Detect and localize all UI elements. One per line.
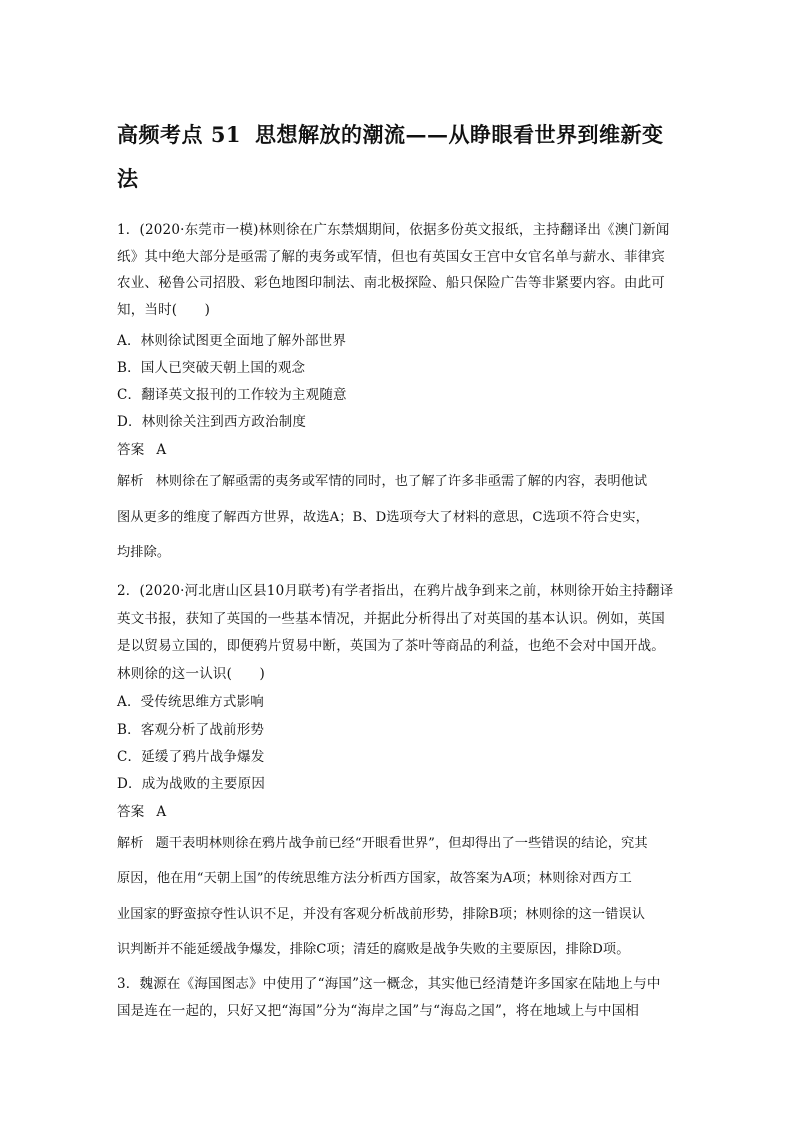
explanation-label: 解析	[117, 474, 144, 489]
q1-option-a: A．林则徐试图更全面地了解外部世界	[117, 333, 347, 349]
q1-stem-line: 1．(2020·东莞市一模)林则徐在广东禁烟期间，依据多份英文报纸，主持翻译出《澳门新闻	[117, 222, 670, 238]
title-line-1	[117, 113, 687, 157]
answer-label: 答案	[117, 442, 145, 458]
q1-option-d: D．林则徐关注到西方政治制度	[117, 414, 307, 430]
q2-stem-line: 林则徐的这一认识( )	[117, 666, 265, 682]
q1-answer	[117, 440, 166, 460]
q2-stem-line: 是以贸易立国的，即便鸦片贸易中断，英国为了茶叶等商品的利益，也绝不会对中国开战。	[117, 638, 665, 654]
page-title	[117, 113, 687, 201]
q3-stem-line: 国是连在一起的，只好又把“海国”分为“海岸之国”与“海岛之国”，将在地域上与中国相	[117, 1003, 640, 1019]
q1-stem-line: 知，当时( )	[117, 302, 211, 318]
title-number: 51	[210, 122, 242, 147]
q2-answer	[117, 802, 166, 822]
q2-option-c: C．延缓了鸦片战争爆发	[117, 749, 265, 765]
title-line-2: 法	[117, 166, 139, 191]
q2-explanation-line	[117, 834, 648, 854]
q2-option-a: A．受传统思维方式影响	[117, 694, 264, 710]
explanation-label: 解析	[117, 836, 144, 851]
q1-explanation-line: 均排除。	[117, 545, 171, 560]
title-prefix: 高频考点	[117, 122, 203, 147]
q2-stem-line: 2．(2020·河北唐山区县10月联考)有学者指出，在鸦片战争到来之前，林则徐开始主持翻译	[117, 583, 674, 599]
q2-option-d: D．成为战败的主要原因	[117, 776, 266, 792]
answer-label: 答案	[117, 804, 145, 820]
q2-option-b: B．客观分析了战前形势	[117, 722, 265, 738]
q1-option-c: C．翻译英文报刊的工作较为主观随意	[117, 387, 347, 403]
q1-stem-line: 纸》其中绝大部分是亟需了解的夷务或军情，但也有英国女王宫中女官名单与薪水、菲律宾	[117, 249, 665, 265]
answer-value: A	[156, 442, 167, 458]
explanation-text: 题干表明林则徐在鸦片战争前已经“开眼看世界”，但却得出了一些错误的结论，究其	[155, 836, 648, 851]
q1-explanation-line: 图从更多的维度了解西方世界，故选A；B、D选项夸大了材料的意思，C选项不符合史实，	[117, 510, 649, 525]
q3-stem-line: 3．魏源在《海国图志》中使用了“海国”这一概念，其实他已经清楚许多国家在陆地上与中	[117, 976, 661, 992]
q1-explanation-line	[117, 472, 647, 492]
answer-value: A	[156, 804, 167, 820]
q1-option-b: B．国人已突破天朝上国的观念	[117, 360, 306, 376]
q2-explanation-line: 业国家的野蛮掠夺性认识不足，并没有客观分析战前形势，排除B项；林则徐的这一错误认	[117, 907, 645, 922]
q2-explanation-line: 原因，他在用“天朝上国”的传统思维方法分析西方国家，故答案为A项；林则徐对西方工	[117, 871, 632, 886]
q2-explanation-line: 识判断并不能延缓战争爆发，排除C项；清廷的腐败是战争失败的主要原因，排除D项。	[117, 942, 630, 957]
q2-stem-line: 英文书报，获知了英国的一些基本情况，并据此分析得出了对英国的基本认识。例如，英国	[117, 611, 665, 627]
title-text-line-1: 思想解放的潮流——从睁眼看世界到维新变	[255, 122, 664, 147]
q1-stem-line: 农业、秘鲁公司招股、彩色地图印制法、南北极探险、船只保险广告等非紧要内容。由此可	[117, 275, 665, 291]
explanation-text: 林则徐在了解亟需的夷务或军情的同时，也了解了许多非亟需了解的内容，表明他试	[155, 474, 648, 489]
